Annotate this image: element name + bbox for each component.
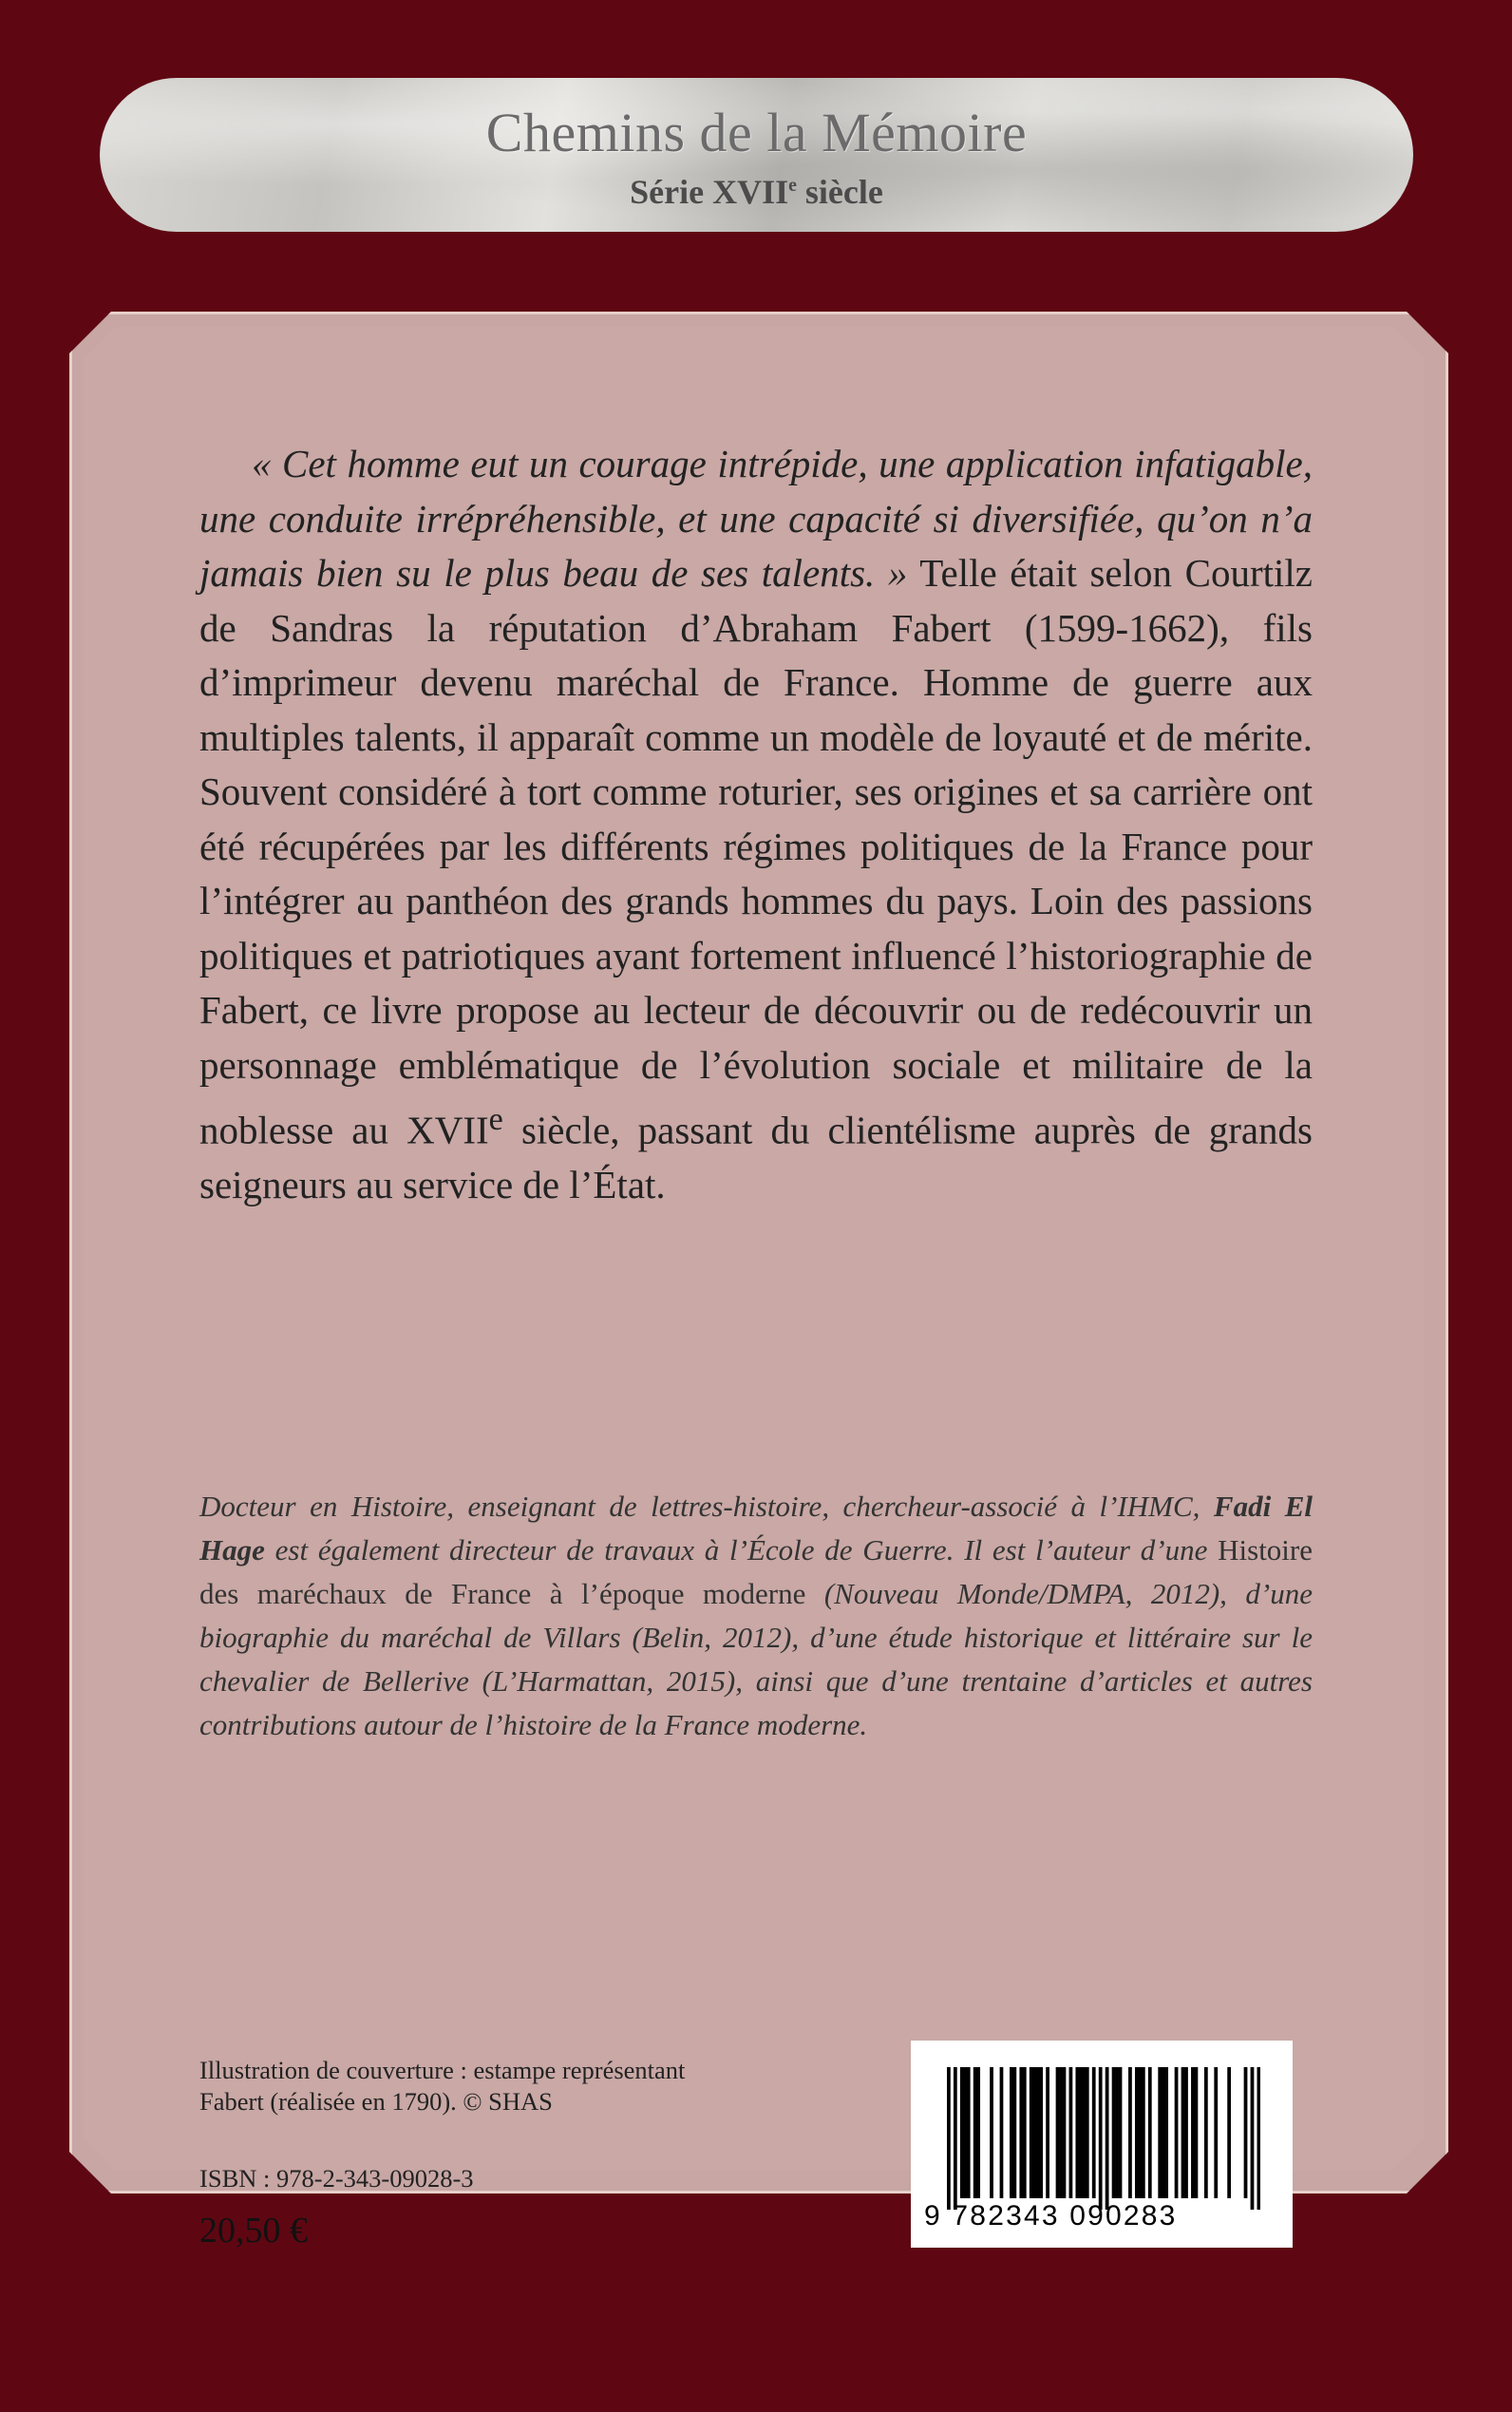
barcode-bar — [1244, 2067, 1248, 2198]
barcode-bar — [1000, 2067, 1004, 2198]
barcode-bar — [1086, 2067, 1089, 2198]
barcode-bar — [1075, 2067, 1079, 2198]
barcode-bar — [1164, 2067, 1168, 2198]
author-name: Fadi El Hage — [199, 1490, 1313, 1567]
summary-paragraph: « Cet homme eut un courage intrépide, une application infatigable, une conduite irrépréhensible, et une capacité si diversifiée, qu’on n’a jamais bien su le plus beau de ses talents. » Telle était selon Courtilz de Sandras la réputation d’Abraham Fabert (1599-1662), fils d’imprimeur devenu maréchal de France. Homme de guerre aux multiples talents, il apparaît comme un modèle de loyauté et de mérite. Souvent considéré à tort comme roturier, ses origines et sa carrière ont été récupérées par les différents régimes politiques de la France pour l’intégrer au panthéon des grands hommes du pays. Loin des passions politiques et patriotiques ayant fortement influencé l’historiographie de Fabert, ce livre propose au lecteur de découvrir ou de redécouvrir un personnage emblématique de l’évolution sociale et militaire de la noblesse au XVIIe siècle, passant du clientélisme auprès de grands seigneurs au service de l’État. — [199, 442, 1313, 1207]
barcode-bar — [963, 2067, 967, 2198]
barcode-bar — [1214, 2067, 1218, 2198]
barcode-bar — [1092, 2067, 1096, 2198]
barcode-bar — [1184, 2067, 1188, 2198]
barcode-bar — [1138, 2067, 1142, 2198]
barcode-bar — [1257, 2067, 1260, 2210]
barcode-bar — [1191, 2067, 1195, 2198]
author-bio: Docteur en Histoire, enseignant de lettres-histoire, chercheur-associé à l’IHMC, Fadi El Hage est également directeur de travaux à l’École de Guerre. Il est l’auteur d’une Histoire des maréchaux de France à l’époque moderne (Nouveau Monde/DMPA, 2012), d’une biographie du maréchal de Villars (Belin, 2012), d’une étude historique et littéraire sur le chevalier de Bellerive (L’Harmattan, 2015), ainsi que d’une trentaine d’articles et autres contributions autour de l’histoire de la France moderne. — [199, 1490, 1313, 1741]
barcode-bar — [1195, 2067, 1199, 2198]
book-title: Histoire des maréchaux de France à l’époque moderne — [199, 1533, 1313, 1610]
barcode-bar — [1056, 2067, 1060, 2198]
barcode-bar — [973, 2067, 977, 2198]
barcode-bar — [960, 2067, 964, 2198]
barcode-bar — [1010, 2067, 1013, 2198]
barcode-bar — [1023, 2067, 1027, 2198]
barcode-bar — [1039, 2067, 1043, 2198]
barcode-bar — [1030, 2067, 1033, 2198]
barcode-bar — [1142, 2067, 1145, 2198]
barcode-bar — [1099, 2067, 1103, 2210]
opening-quote: « Cet homme eut un courage intrépide, une application infatigable, une conduite irrépréhensible, et une capacité si diversifiée, qu’on n’a jamais bien su le plus beau de ses talents. » — [199, 442, 1313, 595]
barcode-bar — [1115, 2067, 1119, 2198]
barcode-bar — [1082, 2067, 1086, 2198]
price: 20,50 € — [199, 2211, 308, 2251]
series-title: Chemins de la Mémoire — [485, 102, 1028, 163]
barcode-bar — [1032, 2067, 1036, 2198]
barcode-bar — [1204, 2067, 1208, 2198]
barcode-bar — [1128, 2067, 1132, 2198]
barcode-bar — [1012, 2067, 1016, 2198]
series-banner — [100, 78, 1413, 232]
barcode-bar — [1019, 2067, 1023, 2198]
series-subtitle: Série XVIIe siècle — [630, 173, 883, 211]
barcode-bar — [1069, 2067, 1073, 2198]
barcode-bar — [1158, 2067, 1162, 2198]
barcode-bar — [947, 2067, 951, 2210]
cover-credit: Illustration de couverture : estampe représentant Fabert (réalisée en 1790). © SHAS — [199, 2056, 686, 2116]
barcode-bar — [1046, 2067, 1049, 2198]
isbn: ISBN : 978-2-343-09028-3 — [199, 2164, 474, 2193]
barcode-bar — [1227, 2067, 1231, 2198]
barcode-bar — [976, 2067, 980, 2198]
barcode-bar — [1119, 2067, 1123, 2198]
barcode-bar — [1162, 2067, 1165, 2198]
barcode-bar — [1175, 2067, 1179, 2198]
barcode-bar — [954, 2067, 957, 2210]
barcode — [911, 2041, 1293, 2248]
barcode-bar — [1036, 2067, 1040, 2198]
barcode-bars — [947, 2067, 1260, 2210]
barcode-bar — [1059, 2067, 1063, 2198]
barcode-bar — [1135, 2067, 1139, 2198]
barcode-bar — [1251, 2067, 1255, 2210]
barcode-bar — [967, 2067, 971, 2198]
barcode-bar — [1063, 2067, 1067, 2198]
barcode-bar — [990, 2067, 993, 2198]
barcode-bar — [1106, 2067, 1109, 2210]
barcode-digits: 9 782343 090283 — [924, 2200, 1178, 2232]
barcode-bar — [1112, 2067, 1116, 2198]
barcode-bar — [1148, 2067, 1152, 2198]
barcode-bar — [1079, 2067, 1083, 2198]
barcode-bar — [1181, 2067, 1185, 2198]
